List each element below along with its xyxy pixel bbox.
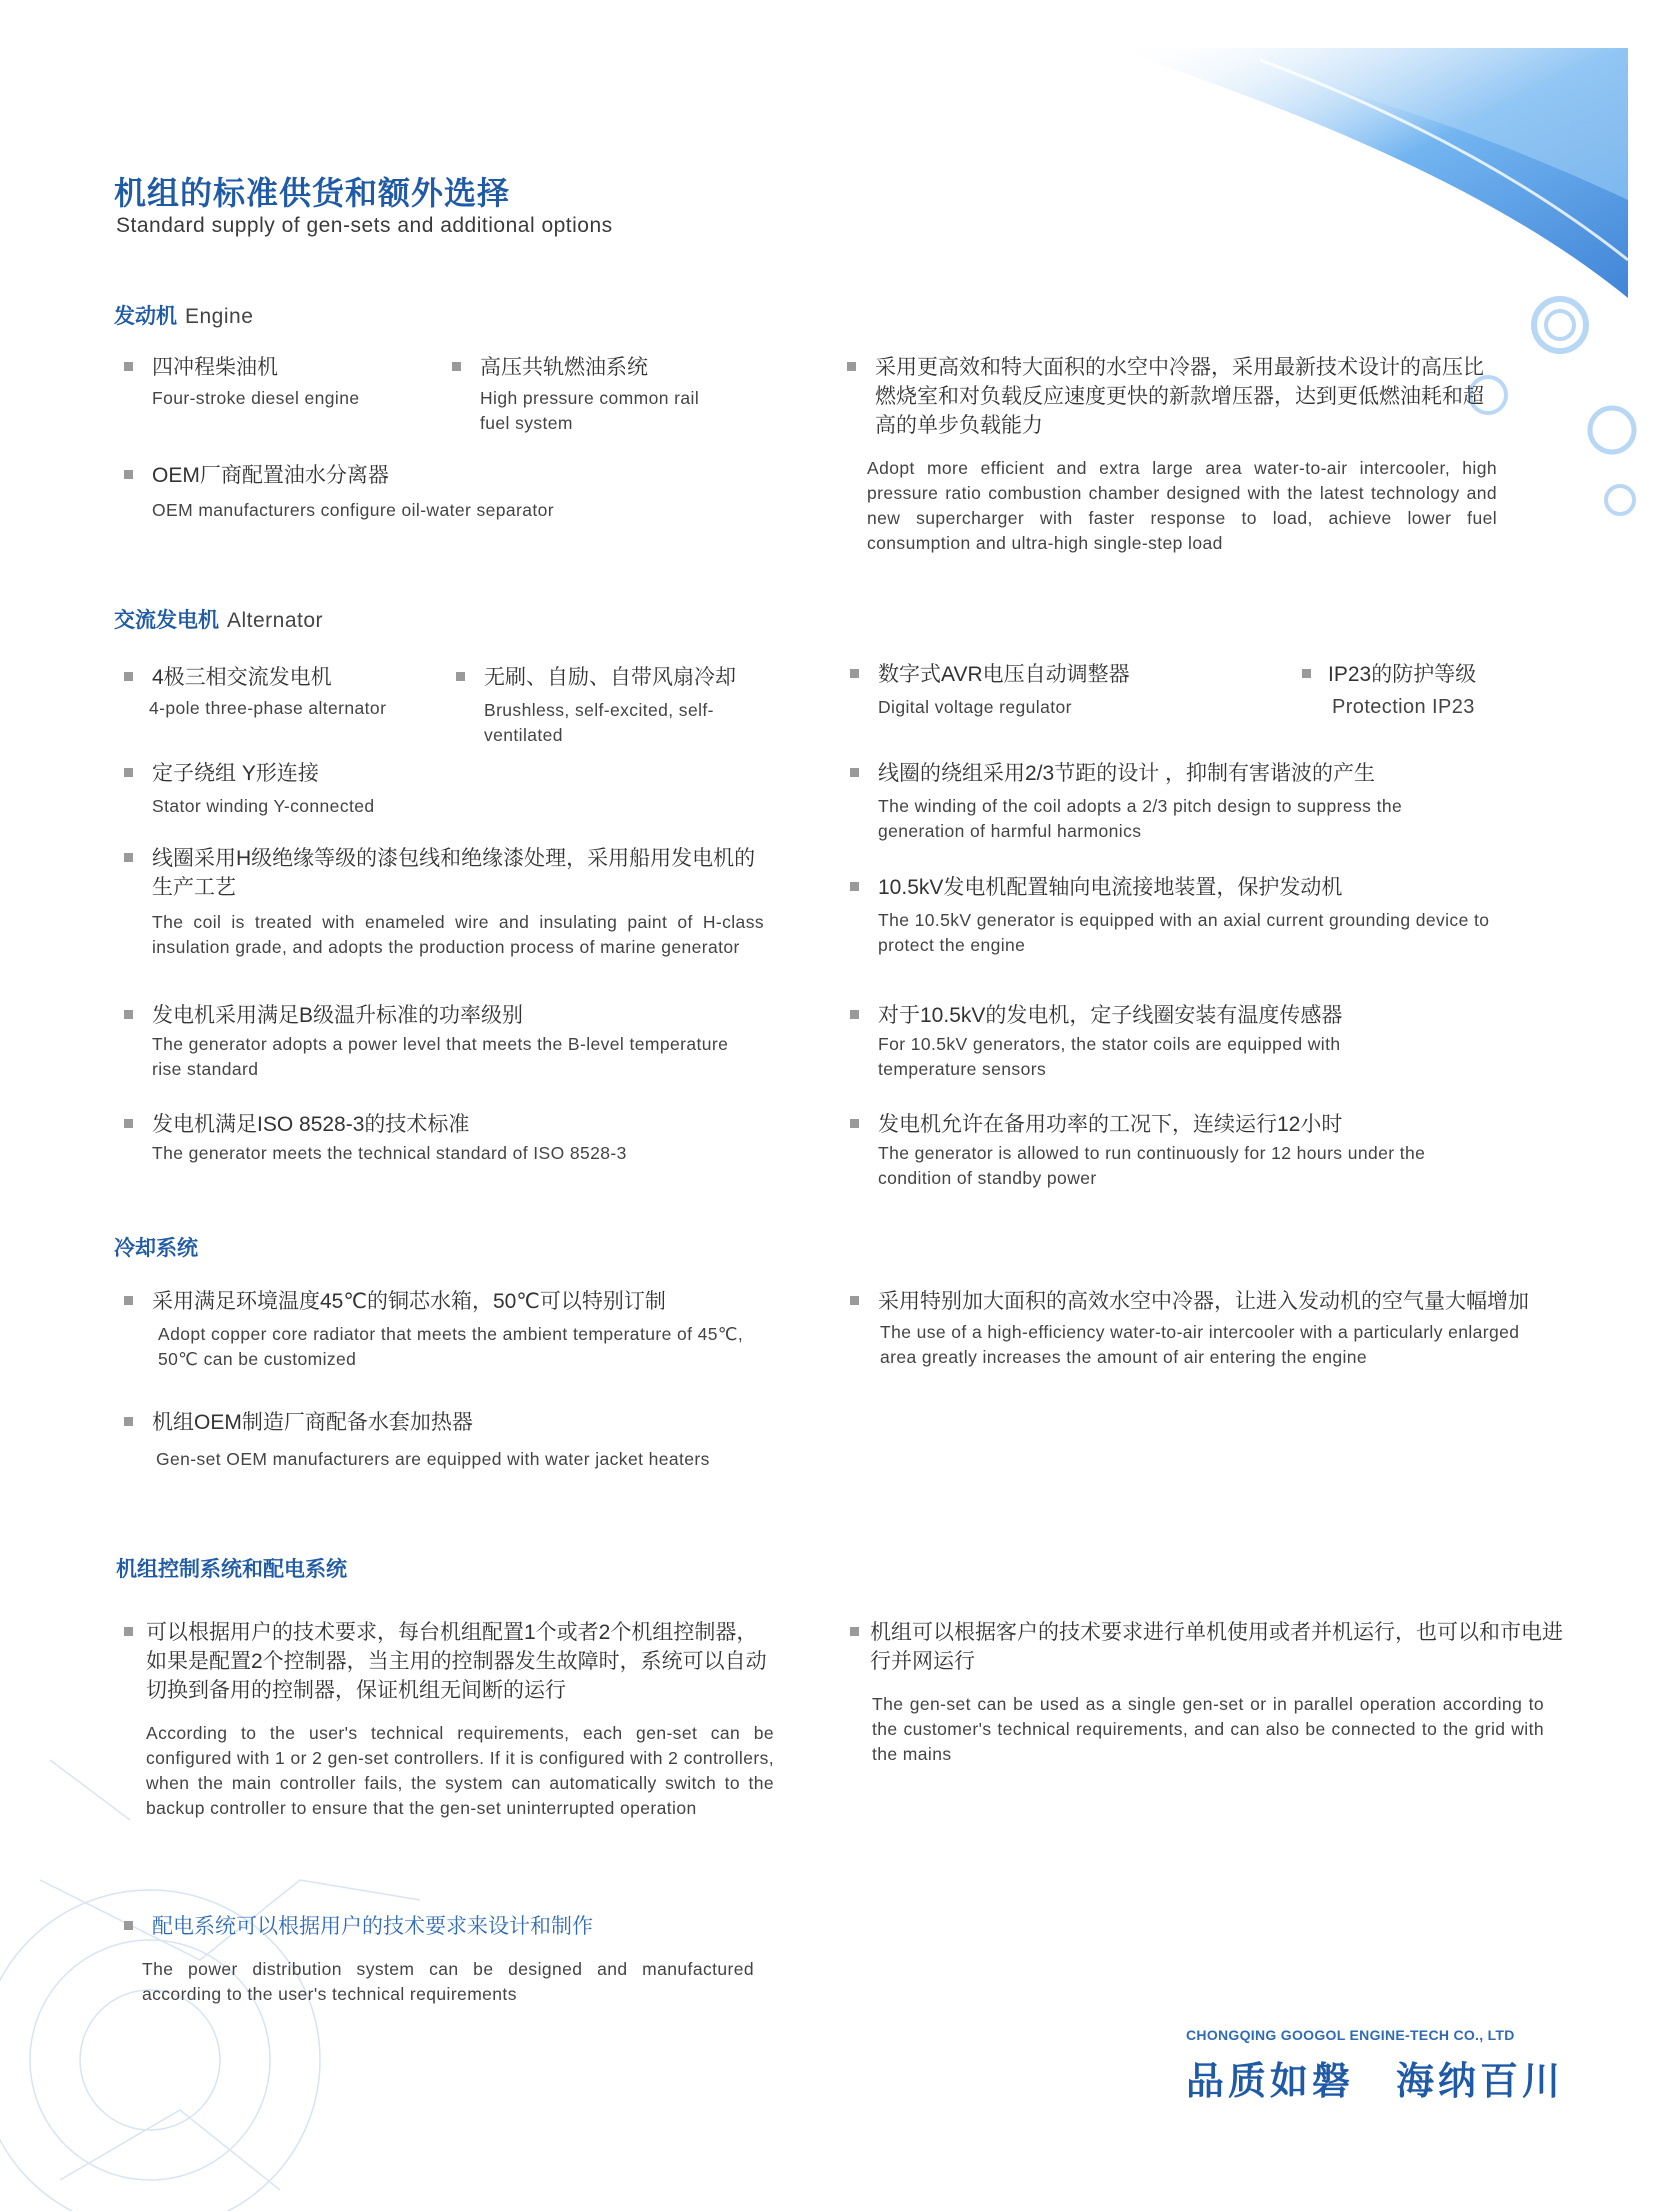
item-title: 机组OEM制造厂商配备水套加热器 bbox=[152, 1411, 473, 1434]
item-title: 数字式AVR电压自动调整器 bbox=[878, 663, 1130, 686]
item-text: Four-stroke diesel engine bbox=[152, 388, 360, 408]
page-subtitle: Standard supply of gen-sets and additional options bbox=[116, 214, 613, 237]
bullet-icon bbox=[124, 1921, 133, 1930]
bullet-icon bbox=[124, 672, 133, 681]
bullet-icon bbox=[124, 1296, 133, 1305]
item-title: 采用特别加大面积的高效水空中冷器，让进入发动机的空气量大幅增加 bbox=[878, 1290, 1529, 1313]
bullet-icon bbox=[847, 362, 856, 371]
item-title: 高压共轨燃油系统 bbox=[480, 356, 648, 379]
item-title: 发电机允许在备用功率的工况下，连续运行12小时 bbox=[878, 1113, 1343, 1136]
list-item bbox=[452, 353, 732, 436]
section-engine-cn: 发动机 bbox=[114, 305, 177, 328]
company-name: CHONGQING GOOGOL ENGINE-TECH CO., LTD bbox=[1186, 2027, 1515, 2043]
list-item bbox=[850, 1287, 1550, 1370]
item-text: Adopt copper core radiator that meets the ambient temperature of 45℃, 50℃ can be customized bbox=[158, 1324, 744, 1369]
item-title: 采用更高效和特大面积的水空中冷器，采用最新技术设计的高压比燃烧室和对负载反应速度更快的新款增压器，达到更低燃油耗和超高的单步负载能力 bbox=[875, 356, 1484, 437]
bullet-icon bbox=[124, 1417, 133, 1426]
company-slogan: 品质如磐 海纳百川 bbox=[1186, 2061, 1565, 2103]
item-text: The power distribution system can be designed and manufactured according to the user's technical requirements bbox=[142, 1959, 754, 2004]
bullet-icon bbox=[850, 1627, 859, 1636]
item-text: The generator adopts a power level that meets the B-level temperature rise standard bbox=[152, 1034, 729, 1079]
section-cooling-heading bbox=[114, 1232, 198, 1262]
list-item bbox=[850, 873, 1530, 958]
bullet-icon bbox=[124, 768, 133, 777]
item-title: OEM厂商配置油水分离器 bbox=[152, 464, 389, 487]
list-item bbox=[850, 1001, 1530, 1082]
section-engine-heading bbox=[114, 300, 253, 330]
item-title: 4极三相交流发电机 bbox=[152, 666, 332, 689]
list-item bbox=[850, 660, 1270, 720]
bullet-icon bbox=[850, 1296, 859, 1305]
item-title: 无刷、自励、自带风扇冷却 bbox=[484, 666, 736, 689]
item-text: Brushless, self-excited, self-ventilated bbox=[484, 700, 714, 745]
item-text: The generator is allowed to run continuously for 12 hours under the condition of standby power bbox=[878, 1143, 1426, 1188]
item-title: 线圈采用H级绝缘等级的漆包线和绝缘漆处理，采用船用发电机的生产工艺 bbox=[152, 847, 756, 899]
item-title: 四冲程柴油机 bbox=[152, 356, 278, 379]
page-title: 机组的标准供货和额外选择 bbox=[114, 175, 511, 211]
item-text: The winding of the coil adopts a 2/3 pitch design to suppress the generation of harmful harmonics bbox=[878, 796, 1403, 841]
item-text: OEM manufacturers configure oil-water separator bbox=[152, 500, 555, 520]
item-text: Digital voltage regulator bbox=[878, 697, 1072, 717]
list-item bbox=[124, 1912, 774, 2007]
list-item bbox=[124, 1408, 764, 1472]
item-title: 线圈的绕组采用2/3节距的设计 ，抑制有害谐波的产生 bbox=[878, 762, 1376, 785]
section-alternator-cn: 交流发电机 bbox=[114, 609, 219, 632]
list-item bbox=[124, 663, 454, 721]
bullet-icon bbox=[124, 1627, 133, 1636]
section-cooling-cn: 冷却系统 bbox=[114, 1237, 198, 1260]
item-title: 10.5kV发电机配置轴向电流接地装置，保护发动机 bbox=[878, 876, 1343, 899]
list-item bbox=[124, 461, 684, 523]
item-text: High pressure common rail fuel system bbox=[480, 388, 700, 433]
item-text: The use of a high-efficiency water-to-air intercooler with a particularly enlarged area greatly increases the amount of air entering the engine bbox=[880, 1322, 1520, 1367]
list-item bbox=[124, 353, 444, 411]
list-item bbox=[124, 1287, 764, 1372]
list-item bbox=[124, 1001, 744, 1082]
bullet-icon bbox=[850, 1119, 859, 1128]
item-text: According to the user's technical requirements, each gen-set can be configured with 1 or 2 gen-set controllers. If it is configured with 2 controllers, when the main controller fails, the system can automatically switch to the backup controller to ensure that the gen-set uninterrupted operation bbox=[146, 1723, 774, 1818]
section-control-heading bbox=[116, 1553, 347, 1583]
item-title: 配电系统可以根据用户的技术要求来设计和制作 bbox=[152, 1915, 593, 1938]
item-title: 发电机采用满足B级温升标准的功率级别 bbox=[152, 1004, 524, 1027]
bullet-icon bbox=[850, 1010, 859, 1019]
section-alternator-en: Alternator bbox=[227, 609, 324, 632]
list-item bbox=[1302, 660, 1542, 720]
bullet-icon bbox=[124, 853, 133, 862]
list-item bbox=[847, 353, 1497, 556]
item-text: The gen-set can be used as a single gen-set or in parallel operation according to the customer's technical requirements, and can also be connected to the grid with the mains bbox=[872, 1694, 1544, 1764]
section-engine-en: Engine bbox=[185, 305, 254, 328]
item-text: The coil is treated with enameled wire and insulating paint of H-class insulation grade, and adopts the production process of marine generator bbox=[152, 912, 764, 957]
item-title: 可以根据用户的技术要求，每台机组配置1个或者2个机组控制器，如果是配置2个控制器，当主用的控制器发生故障时，系统可以自动切换到备用的控制器，保证机组无间断的运行 bbox=[146, 1621, 767, 1702]
item-text: 4-pole three-phase alternator bbox=[149, 698, 387, 718]
section-alternator-heading bbox=[114, 604, 323, 634]
bullet-icon bbox=[124, 1010, 133, 1019]
list-item bbox=[850, 1618, 1565, 1767]
item-title: 机组可以根据客户的技术要求进行单机使用或者并机运行，也可以和市电进行并网运行 bbox=[870, 1621, 1563, 1673]
list-item bbox=[456, 663, 776, 748]
list-item bbox=[850, 1110, 1530, 1191]
list-item bbox=[124, 844, 764, 960]
bullet-icon bbox=[452, 362, 461, 371]
bullet-icon bbox=[1302, 669, 1311, 678]
bullet-icon bbox=[124, 362, 133, 371]
bullet-icon bbox=[850, 669, 859, 678]
item-title: 采用满足环境温度45℃的铜芯水箱，50℃可以特别订制 bbox=[152, 1290, 666, 1313]
item-title: 发电机满足ISO 8528-3的技术标准 bbox=[152, 1113, 470, 1136]
bullet-icon bbox=[850, 768, 859, 777]
bullet-icon bbox=[124, 470, 133, 479]
item-text: For 10.5kV generators, the stator coils are equipped with temperature sensors bbox=[878, 1034, 1341, 1079]
item-title: 定子绕组 Y形连接 bbox=[152, 762, 319, 785]
item-text: Protection IP23 bbox=[1332, 696, 1475, 718]
item-title: 对于10.5kV的发电机，定子线圈安装有温度传感器 bbox=[878, 1004, 1343, 1027]
list-item bbox=[850, 759, 1510, 844]
bullet-icon bbox=[456, 672, 465, 681]
item-title: IP23的防护等级 bbox=[1328, 663, 1477, 686]
item-text: The 10.5kV generator is equipped with an axial current grounding device to protect the engine bbox=[878, 910, 1490, 955]
item-text: Gen-set OEM manufacturers are equipped with water jacket heaters bbox=[156, 1449, 710, 1469]
list-item bbox=[124, 1618, 774, 1821]
item-text: Stator winding Y-connected bbox=[152, 796, 375, 816]
item-text: The generator meets the technical standard of ISO 8528-3 bbox=[152, 1143, 627, 1163]
bullet-icon bbox=[124, 1119, 133, 1128]
list-item bbox=[124, 1110, 764, 1166]
list-item bbox=[124, 759, 684, 819]
item-text: Adopt more efficient and extra large area water-to-air intercooler, high pressure ratio combustion chamber designed with the latest technology and new supercharger with faster response to load, achieve lower fuel consumption and ultra-high single-step load bbox=[867, 458, 1497, 553]
bullet-icon bbox=[850, 882, 859, 891]
section-control-cn: 机组控制系统和配电系统 bbox=[116, 1558, 347, 1581]
